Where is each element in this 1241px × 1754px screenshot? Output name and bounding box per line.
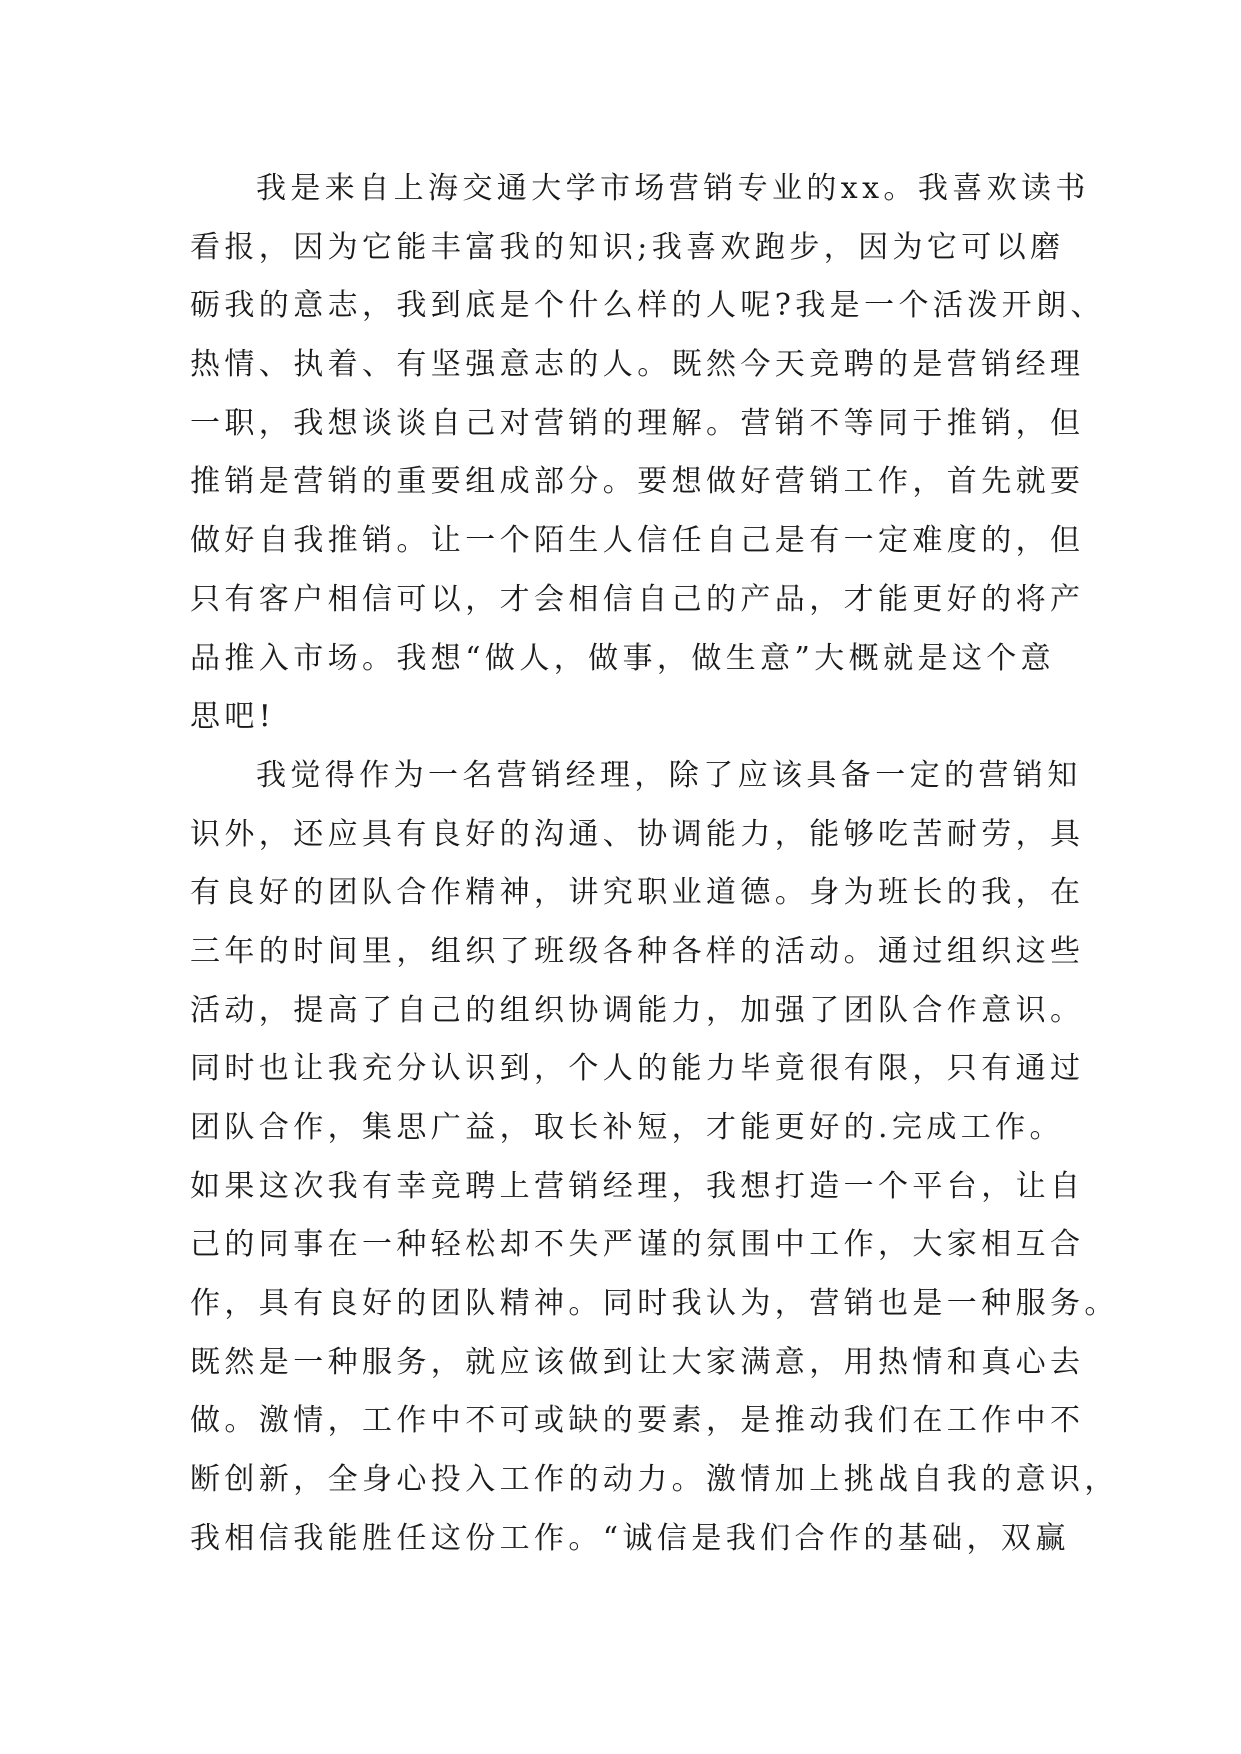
paragraph-2-line-8: 如果这次我有幸竞聘上营销经理，我想打造一个平台，让自 — [190, 1168, 1085, 1204]
paragraph-2-line-9: 己的同事在一种轻松却不失严谨的氛围中工作，大家相互合 — [190, 1227, 1085, 1263]
paragraph-1-line-10: 思吧! — [190, 699, 276, 735]
paragraph-1-line-3: 砺我的意志，我到底是个什么样的人呢?我是一个活泼开朗、 — [190, 288, 1105, 324]
paragraph-2-line-14: 我相信我能胜任这份工作。“诚信是我们合作的基础，双赢 — [190, 1520, 1070, 1556]
paragraph-2-line-2: 识外，还应具有良好的沟通、协调能力，能够吃苦耐劳，具 — [190, 816, 1085, 852]
paragraph-2-line-10: 作，具有良好的团队精神。同时我认为，营销也是一种服务。 — [190, 1286, 1119, 1322]
paragraph-2-line-12: 做。激情，工作中不可或缺的要素，是推动我们在工作中不 — [190, 1403, 1085, 1439]
paragraph-1-line-7: 做好自我推销。让一个陌生人信任自己是有一定难度的，但 — [190, 523, 1085, 559]
paragraph-2-line-4: 三年的时间里，组织了班级各种各样的活动。通过组织这些 — [190, 933, 1085, 969]
paragraph-2-line-7: 团队合作，集思广益，取长补短，才能更好的.完成工作。 — [190, 1110, 1064, 1145]
paragraph-2-line-5: 活动，提高了自己的组织协调能力，加强了团队合作意识。 — [190, 992, 1085, 1028]
paragraph-2-line-3: 有良好的团队合作精神，讲究职业道德。身为班长的我，在 — [190, 875, 1085, 911]
paragraph-1-line-6: 推销是营销的重要组成部分。要想做好营销工作，首先就要 — [190, 464, 1085, 500]
body-text — [190, 160, 1119, 1569]
paragraph-2-line-1: 我觉得作为一名营销经理，除了应该具备一定的营销知 — [256, 757, 1082, 793]
paragraph-1-line-2: 看报，因为它能丰富我的知识;我喜欢跑步，因为它可以磨 — [190, 229, 1065, 265]
paragraph-1-line-9: 品推入市场。我想“做人，做事，做生意”大概就是这个意 — [190, 640, 1056, 676]
paragraph-2-line-6: 同时也让我充分认识到，个人的能力毕竟很有限，只有通过 — [190, 1051, 1085, 1087]
paragraph-1-line-4: 热情、执着、有坚强意志的人。既然今天竞聘的是营销经理 — [190, 347, 1085, 383]
paragraph-2-line-13: 断创新，全身心投入工作的动力。激情加上挑战自我的意识， — [190, 1462, 1119, 1498]
paragraph-2-line-11: 既然是一种服务，就应该做到让大家满意，用热情和真心去 — [190, 1344, 1085, 1380]
paragraph-1-line-8: 只有客户相信可以，才会相信自己的产品，才能更好的将产 — [190, 581, 1085, 617]
paragraph-1-line-1: 我是来自上海交通大学市场营销专业的xx。我喜欢读书 — [256, 171, 1090, 206]
paragraph-1-line-5: 一职，我想谈谈自己对营销的理解。营销不等同于推销，但 — [190, 405, 1085, 441]
